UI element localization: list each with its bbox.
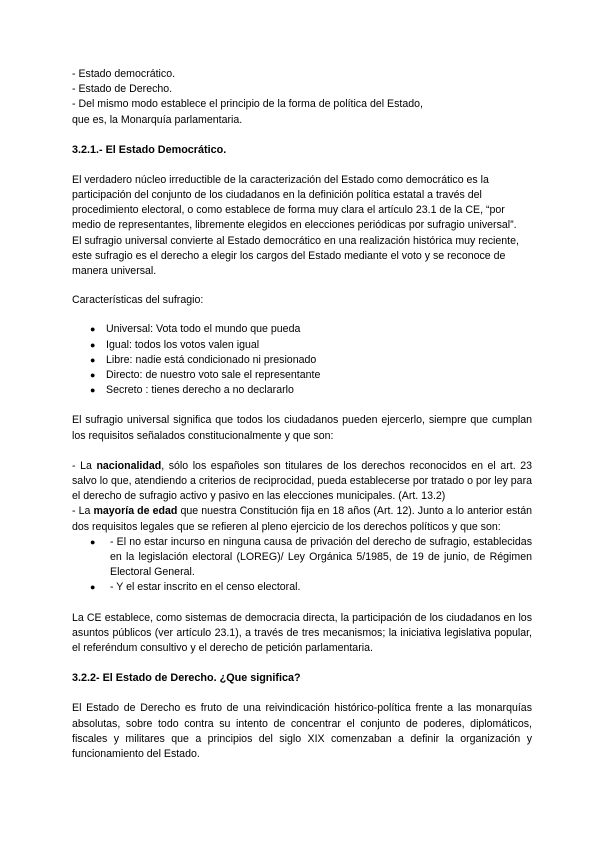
sub-requisitos-list (72, 535, 532, 596)
list-item: ● Universal: Vota todo el mundo que pueda (72, 322, 532, 337)
intro-list (72, 67, 532, 128)
intro-line: - Estado de Derecho. (72, 83, 173, 96)
bold-term: mayoría de edad (93, 505, 178, 518)
caracteristicas-list (72, 322, 532, 398)
list-item: ● - Y el estar inscrito en el censo electoral. (72, 580, 532, 595)
caracteristicas-label: Características del sufragio: (72, 294, 204, 307)
bullet-icon: ● (90, 324, 96, 335)
bullet-icon: ● (90, 385, 96, 396)
document-page (72, 67, 532, 762)
list-item: ● Secreto : tienes derecho a no declararlo (72, 383, 532, 398)
bullet-icon: ● (90, 370, 96, 381)
list-item: ● Libre: nadie está condicionado ni presionado (72, 353, 532, 368)
list-item: ● Directo: de nuestro voto sale el representante (72, 368, 532, 383)
bullet-icon: ● (90, 582, 96, 593)
section-heading-estado-democratico: 3.2.1.- El Estado Democrático. (72, 143, 227, 156)
paragraph: El verdadero núcleo irreductible de la caracterización del Estado como democrático es la participación del conjunto de los ciudadanos en la definición política estatal a través del procedimiento electoral, o como establece de forma muy clara el artículo 23.1 de la CE, “por medio de representantes, libremente elegidos en elecciones periódicas por sufragio universal”. (72, 173, 517, 232)
paragraph: El Estado de Derecho es fruto de una reivindicación histórico-política frente a las monarquías absolutas, sobre todo contra su intento de concentrar el conjunto de poderes, diplomáticos, fiscales y militares que a principios del siglo XIX comenzaban a definir la organización y funcionamiento del Estado. (72, 702, 532, 760)
paragraph: El sufragio universal significa que todos los ciudadanos pueden ejercerlo, siempre que cumplan los requisitos señalados constitucionalmente y que son: (72, 414, 532, 442)
bold-term: nacionalidad (96, 459, 162, 472)
list-item: ● Igual: todos los votos valen igual (72, 338, 532, 353)
intro-line: - Del mismo modo establece el principio de la forma de política del Estado, (72, 98, 423, 111)
intro-line: que es, la Monarquía parlamentaria. (72, 113, 243, 126)
section-heading-estado-derecho: 3.2.2- El Estado de Derecho. ¿Que significa? (72, 672, 301, 685)
bullet-icon: ● (90, 354, 96, 365)
bullet-icon: ● (90, 536, 96, 547)
bullet-icon: ● (90, 339, 96, 350)
list-item: ● - El no estar incurso en ninguna causa de privación del derecho de sufragio, establecidas en la legislación electoral (LOREG)/ Ley Orgánica 5/1985, de 19 de junio, de Régimen Electoral General. (90, 535, 532, 579)
intro-line: - Estado democrático. (72, 68, 176, 80)
paragraph: La CE establece, como sistemas de democracia directa, la participación de los ciudadanos en los asuntos públicos (ver artículo 23.1), a través de tres mecanismos; la iniciativa legislativa popular, el referéndum consultivo y el derecho de petición parlamentaria. (72, 611, 532, 655)
requisito-nacionalidad: - La nacionalidad, sólo los españoles son titulares de los derechos reconocidos en el art. 23 salvo lo que, atendiendo a criterios de reciprocidad, pueda establecerse por tratado o por ley para el derecho de sufragio activo y pasivo en las elecciones municipales. (Art. 13.2) (72, 459, 532, 503)
requisito-mayoria-edad: - La mayoría de edad que nuestra Constitución fija en 18 años (Art. 12). Junto a lo anterior están dos requisitos legales que se refieren al pleno ejercicio de los derechos políticos y que son: (72, 505, 532, 533)
paragraph: El sufragio universal convierte al Estado democrático en una realización histórica muy reciente, este sufragio es el derecho a elegir los cargos del Estado mediante el voto y se reconoce de manera universal. (72, 234, 519, 278)
